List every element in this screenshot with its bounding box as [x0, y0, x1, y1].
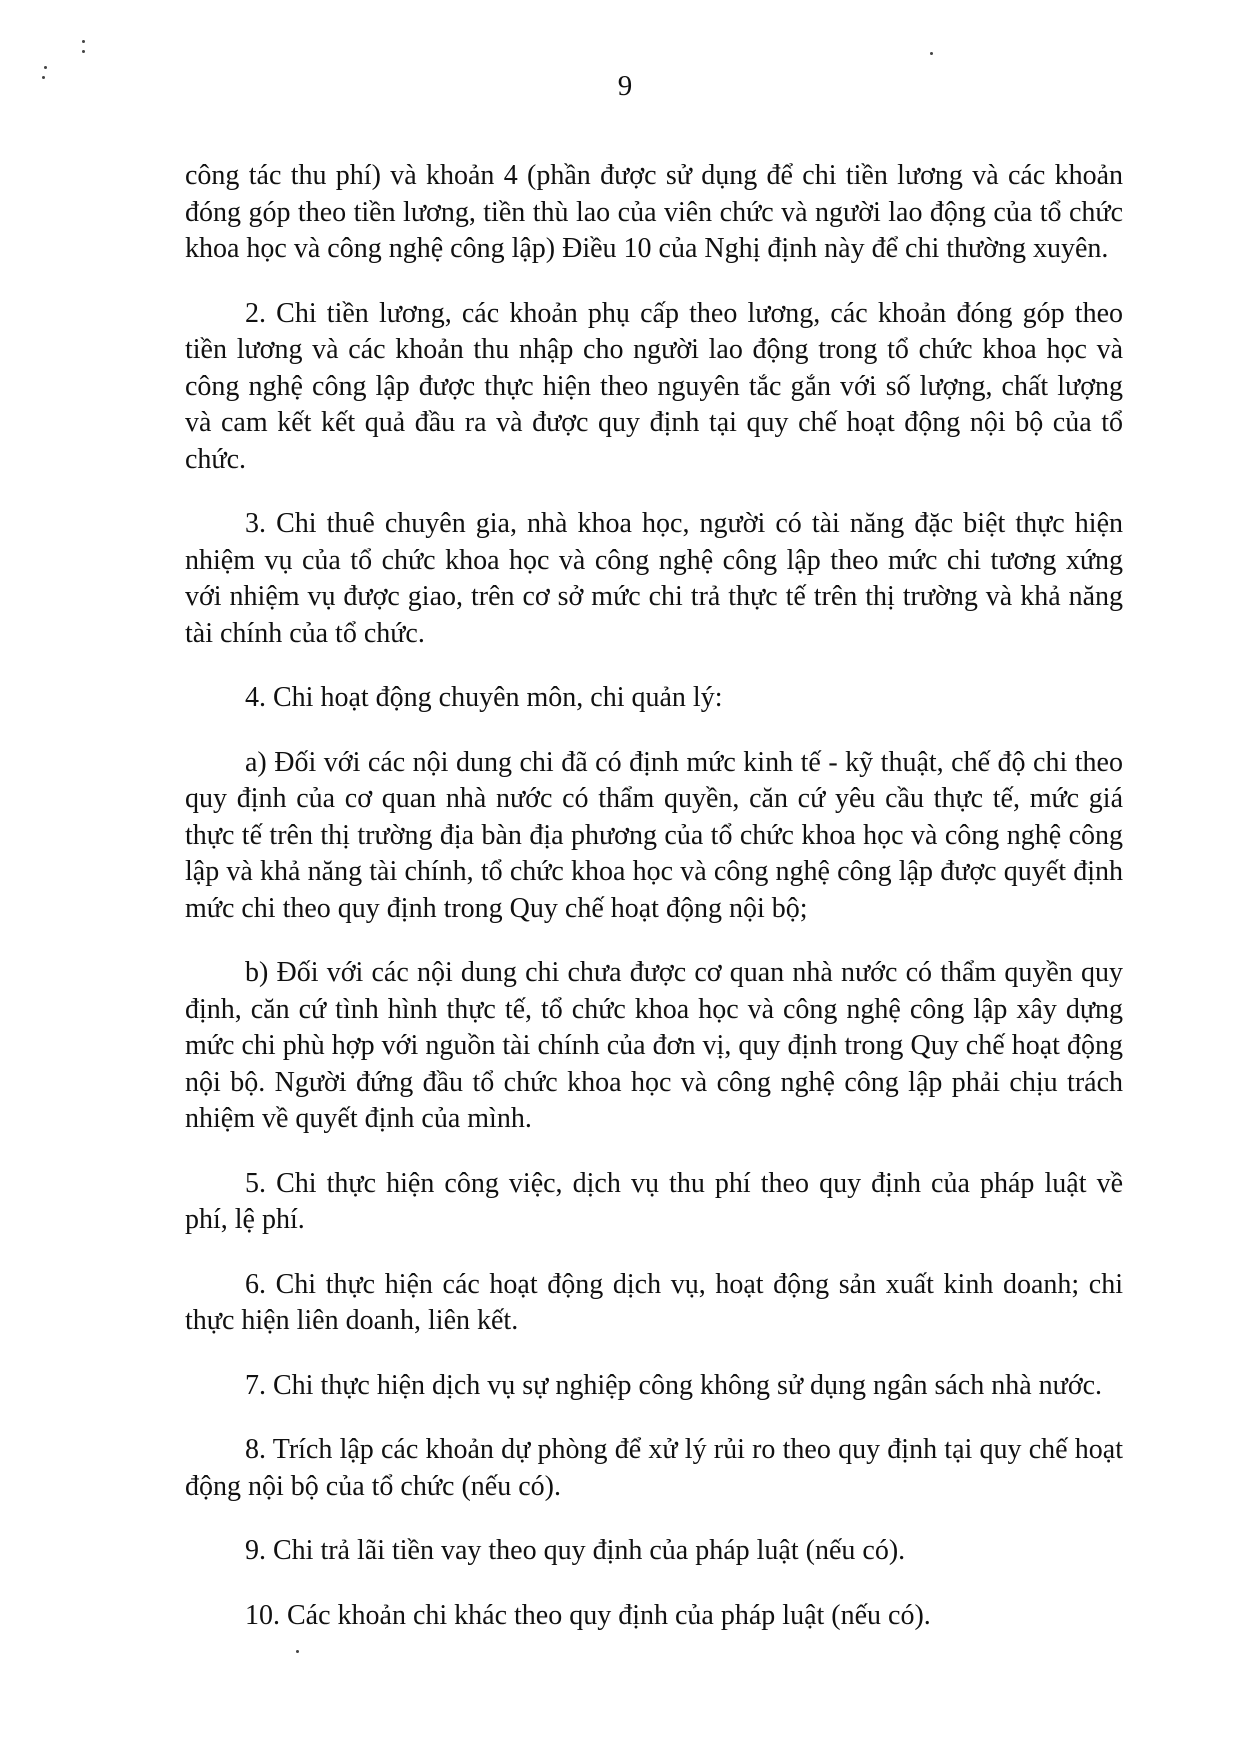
scan-speck — [82, 50, 85, 53]
paragraph-item-5: 5. Chi thực hiện công việc, dịch vụ thu phí theo quy định của pháp luật về phí, lệ phí. — [185, 1167, 1123, 1235]
paragraph-continuation: công tác thu phí) và khoản 4 (phần được sử dụng để chi tiền lương và các khoản đóng góp theo tiền lương, tiền thù lao của viên chức và người lao động của tổ chức khoa học và công nghệ công lập) Điều 10 của Nghị định này để chi thường xuyên. — [185, 160, 1123, 264]
paragraph-item-2: 2. Chi tiền lương, các khoản phụ cấp theo lương, các khoản đóng góp theo tiền lương và các khoản thu nhập cho người lao động trong tổ chức khoa học và công nghệ công lập được thực hiện theo nguyên tắc gắn với số lượng, chất lượng và cam kết kết quả đầu ra và được quy định tại quy chế hoạt động nội bộ của tổ chức. — [185, 297, 1123, 475]
paragraph-item-4b: b) Đối với các nội dung chi chưa được cơ quan nhà nước có thẩm quyền quy định, căn cứ tình hình thực tế, tổ chức khoa học và công nghệ công lập xây dựng mức chi phù hợp với nguồn tài chính của đơn vị, quy định trong Quy chế hoạt động nội bộ. Người đứng đầu tổ chức khoa học và công nghệ công lập phải chịu trách nhiệm về quyết định của mình. — [185, 957, 1123, 1134]
paragraph-item-4: 4. Chi hoạt động chuyên môn, chi quản lý: — [245, 682, 723, 713]
scan-speck — [930, 52, 933, 55]
paragraph-item-9: 9. Chi trả lãi tiền vay theo quy định của pháp luật (nếu có). — [245, 1535, 906, 1566]
paragraph-item-7: 7. Chi thực hiện dịch vụ sự nghiệp công không sử dụng ngân sách nhà nước. — [245, 1369, 1103, 1401]
paragraph-item-10: 10. Các khoản chi khác theo quy định của pháp luật (nếu có). — [245, 1599, 931, 1631]
page-number: 9 — [617, 70, 633, 102]
paragraph-item-8: 8. Trích lập các khoản dự phòng để xử lý rủi ro theo quy định tại quy chế hoạt động nội bộ của tổ chức (nếu có). — [185, 1434, 1123, 1502]
paragraph-item-3: 3. Chi thuê chuyên gia, nhà khoa học, người có tài năng đặc biệt thực hiện nhiệm vụ của tổ chức khoa học và công nghệ công lập theo mức chi tương xứng với nhiệm vụ được giao, trên cơ sở mức chi trả thực tế trên thị trường và khả năng tài chính của tổ chức. — [185, 508, 1123, 649]
scan-speck — [82, 40, 85, 43]
paragraph-item-6: 6. Chi thực hiện các hoạt động dịch vụ, hoạt động sản xuất kinh doanh; chi thực hiện liên doanh, liên kết. — [185, 1268, 1123, 1336]
paragraph-item-4a: a) Đối với các nội dung chi đã có định mức kinh tế - kỹ thuật, chế độ chi theo quy định của cơ quan nhà nước có thẩm quyền, căn cứ yêu cầu thực tế, mức giá thực tế trên thị trường địa bàn địa phương của tổ chức khoa học và công nghệ công lập và khả năng tài chính, tổ chức khoa học và công nghệ công lập được quyết định mức chi theo quy định trong Quy chế hoạt động nội bộ; — [185, 746, 1123, 924]
document-body — [185, 158, 1123, 1662]
